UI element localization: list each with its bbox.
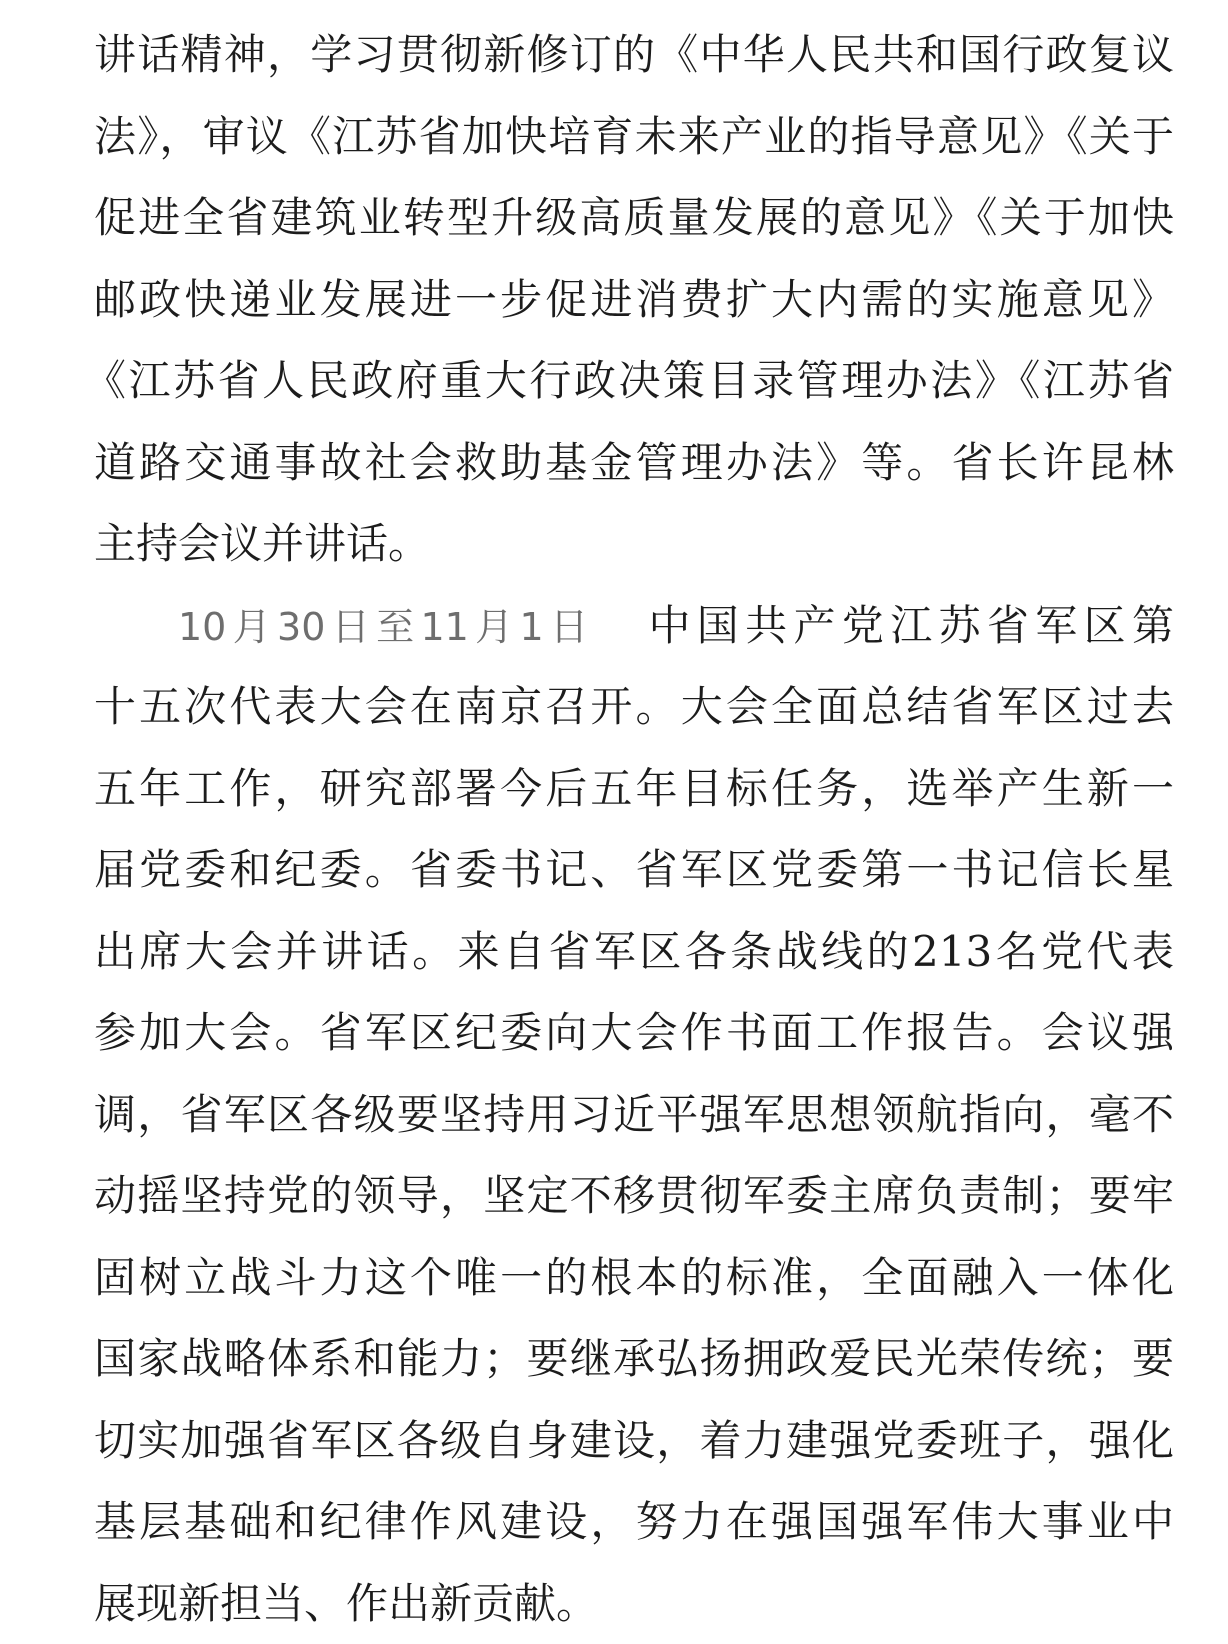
text-line: 参加大会。省军区纪委向大会作书面工作报告。会议强	[94, 992, 1174, 1074]
text-line: 基层基础和纪律作风建设，努力在强国强军伟大事业中	[94, 1481, 1174, 1563]
paragraph-first-line	[94, 585, 1174, 667]
entry-date: 10月30日至11月1日	[178, 605, 594, 649]
text-line: 法》，审议《江苏省加快培育未来产业的指导意见》《关于	[94, 96, 1174, 178]
text-line: 主持会议并讲话。	[94, 503, 1174, 585]
text-line: 《江苏省人民政府重大行政决策目录管理办法》《江苏省	[84, 340, 1174, 422]
text-line: 动摇坚持党的领导，坚定不移贯彻军委主席负责制；要牢	[94, 1155, 1174, 1237]
text-line: 展现新担当、作出新贡献。	[94, 1563, 1174, 1644]
text-line: 五年工作，研究部署今后五年目标任务，选举产生新一	[94, 748, 1174, 830]
text-line: 讲话精神，学习贯彻新修订的《中华人民共和国行政复议	[94, 14, 1174, 96]
text-line-start: 中国共产党江苏省军区第	[648, 601, 1174, 650]
text-line: 道路交通事故社会救助基金管理办法》等。省长许昆林	[94, 422, 1174, 504]
text-line: 出席大会并讲话。来自省军区各条战线的213名党代表	[94, 911, 1174, 993]
body-text	[94, 14, 1174, 1644]
text-line: 邮政快递业发展进一步促进消费扩大内需的实施意见》	[94, 259, 1174, 341]
text-line: 调，省军区各级要坚持用习近平强军思想领航指向，毫不	[94, 1074, 1174, 1156]
text-line: 促进全省建筑业转型升级高质量发展的意见》《关于加快	[94, 177, 1174, 259]
text-line: 届党委和纪委。省委书记、省军区党委第一书记信长星	[94, 829, 1174, 911]
text-line: 国家战略体系和能力；要继承弘扬拥政爱民光荣传统；要	[94, 1318, 1174, 1400]
text-line: 十五次代表大会在南京召开。大会全面总结省军区过去	[94, 666, 1174, 748]
text-line: 切实加强省军区各级自身建设，着力建强党委班子，强化	[94, 1400, 1174, 1482]
text-line: 固树立战斗力这个唯一的根本的标准，全面融入一体化	[94, 1237, 1174, 1319]
